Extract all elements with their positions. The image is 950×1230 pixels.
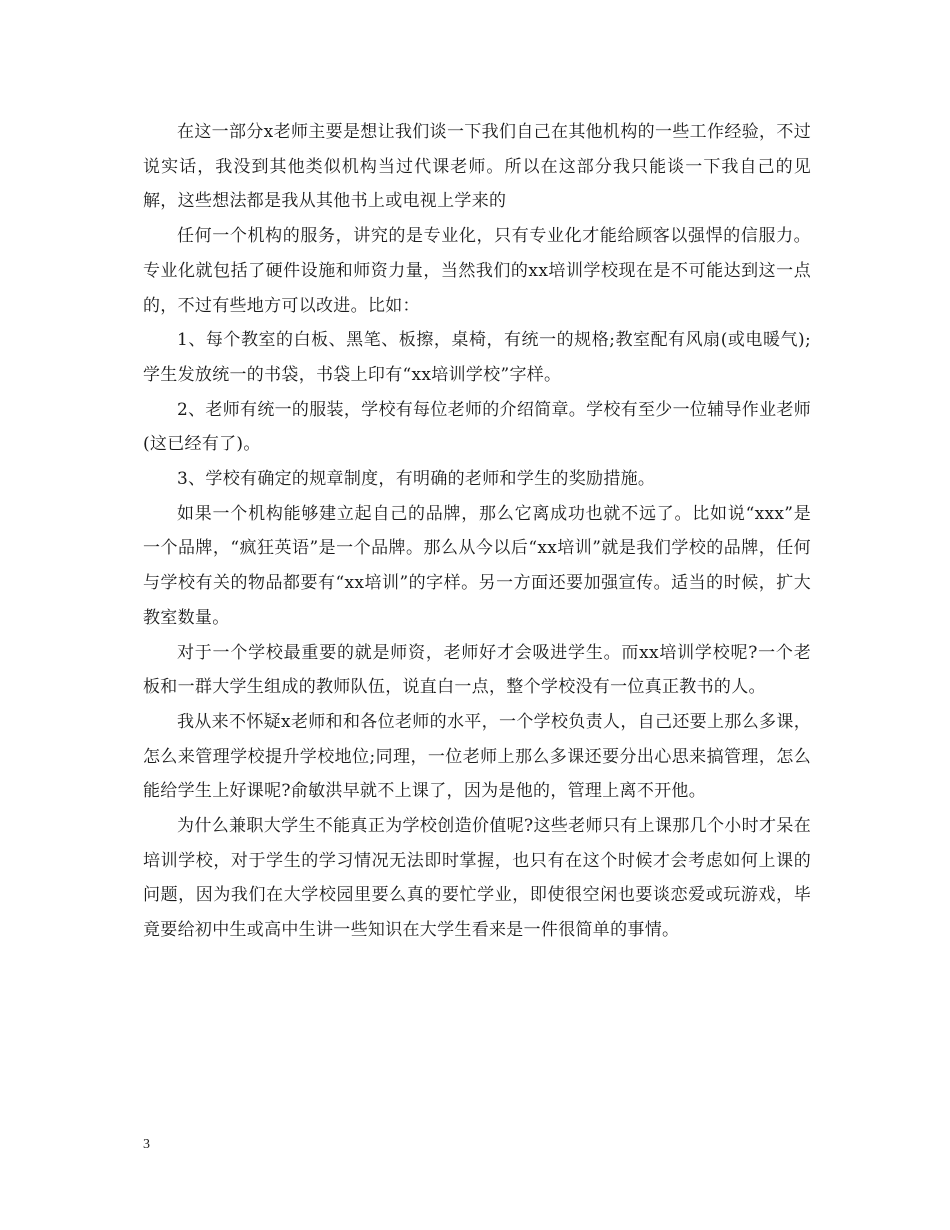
list-item-2: 2、老师有统一的服装，学校有每位老师的介绍简章。学校有至少一位辅导作业老师(这已经有了)。 — [143, 399, 811, 455]
document-body — [143, 115, 811, 948]
list-item-1: 1、每个教室的白板、黑笔、板擦，桌椅，有统一的规格;教室配有风扇(或电暖气);学生发放统一的书袋，书袋上印有“xx培训学校”字样。 — [143, 330, 811, 385]
paragraph-brand: 如果一个机构能够建立起自己的品牌，那么它离成功也就不远了。比如说“xxx”是一个品牌，“疯狂英语”是一个品牌。那么从今以后“xx培训”就是我们学校的品牌，任何与学校有关的物品都要有“xx培训”的字样。另一方面还要加强宣传。适当的时候，扩大教室数量。 — [143, 503, 811, 628]
page-number: 3 — [143, 1137, 150, 1152]
paragraph-intro: 在这一部分x老师主要是想让我们谈一下我们自己在其他机构的一些工作经验，不过说实话，我没到其他类似机构当过代课老师。所以在这部分我只能谈一下我自己的见解，这些想法都是我从其他书上或电视上学来的 — [143, 122, 811, 212]
paragraph-professionalism: 任何一个机构的服务，讲究的是专业化，只有专业化才能给顾客以强悍的信服力。专业化就包括了硬件设施和师资力量，当然我们的xx培训学校现在是不可能达到这一点的，不过有些地方可以改进。比如： — [143, 226, 811, 316]
paragraph-part-time: 为什么兼职大学生不能真正为学校创造价值呢?这些老师只有上课那几个小时才呆在培训学校，对于学生的学习情况无法即时掌握，也只有在这个时候才会考虑如何上课的问题，因为我们在大学校园里要么真的要忙学业，即使很空闲也要谈恋爱或玩游戏，毕竟要给初中生或高中生讲一些知识在大学生看来是一件很简单的事情。 — [143, 816, 811, 941]
paragraph-faculty: 对于一个学校最重要的就是师资，老师好才会吸进学生。而xx培训学校呢?一个老板和一群大学生组成的教师队伍，说直白一点，整个学校没有一位真正教书的人。 — [143, 642, 811, 698]
list-item-3: 3、学校有确定的规章制度，有明确的老师和学生的奖励措施。 — [177, 469, 656, 490]
paragraph-management: 我从来不怀疑x老师和和各位老师的水平，一个学校负责人，自己还要上那么多课，怎么来管理学校提升学校地位;同理，一位老师上那么多课还要分出心思来搞管理，怎么能给学生上好课呢?俞敏洪早就不上课了，因为是他的，管理上离不开他。 — [143, 711, 811, 802]
